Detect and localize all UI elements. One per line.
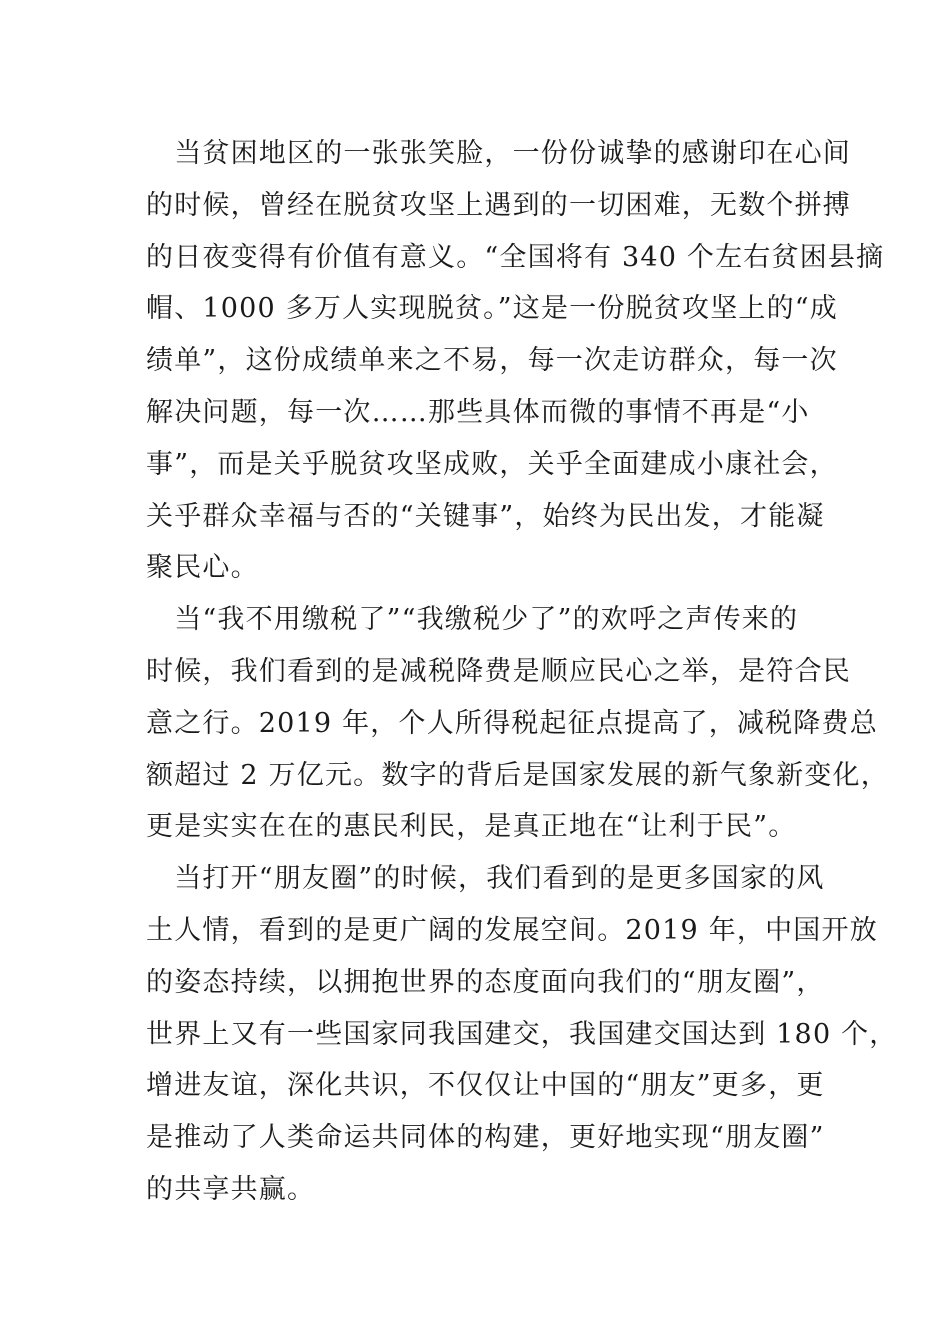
text-line: 的时候，曾经在脱贫攻坚上遇到的一切困难，无数个拼搏	[146, 189, 851, 221]
paragraph-circle-of-friends	[146, 853, 898, 1216]
text-line: 绩单”，这份成绩单来之不易，每一次走访群众，每一次	[146, 345, 838, 377]
text-line: 意之行。2019 年，个人所得税起征点提高了，减税降费总	[146, 707, 878, 739]
text-line: 更是实实在在的惠民利民，是真正地在“让利于民”。	[146, 811, 797, 843]
text-line: 增进友谊，深化共识，不仅仅让中国的“朋友”更多，更	[146, 1070, 825, 1102]
text-line: 帽、1000 多万人实现脱贫。”这是一份脱贫攻坚上的“成	[146, 293, 839, 325]
text-line: 的日夜变得有价值有意义。“全国将有 340 个左右贫困县摘	[146, 241, 885, 273]
text-line: 事”，而是关乎脱贫攻坚成败，关乎全面建成小康社会，	[146, 448, 838, 480]
document-body	[146, 128, 898, 1216]
paragraph-poverty-alleviation	[146, 128, 885, 594]
text-line: 时候，我们看到的是减税降费是顺应民心之举，是符合民	[146, 655, 851, 687]
text-line: 的共享共赢。	[146, 1173, 316, 1205]
text-line: 世界上又有一些国家同我国建交，我国建交国达到 180 个，	[146, 1018, 898, 1050]
text-line: 聚民心。	[146, 552, 259, 584]
paragraph-tax-reduction	[146, 594, 889, 853]
text-line: 是推动了人类命运共同体的构建，更好地实现“朋友圈”	[146, 1122, 825, 1154]
text-line: 关乎群众幸福与否的“关键事”，始终为民出发，才能凝	[146, 500, 825, 532]
text-line: 当贫困地区的一张张笑脸，一份份诚挚的感谢印在心间	[146, 138, 851, 169]
text-line: 解决问题，每一次……那些具体而微的事情不再是“小	[146, 396, 810, 428]
text-line: 当打开“朋友圈”的时候，我们看到的是更多国家的风	[146, 863, 825, 895]
text-line: 土人情，看到的是更广阔的发展空间。2019 年，中国开放	[146, 914, 878, 946]
text-line: 当“我不用缴税了”“我缴税少了”的欢呼之声传来的	[146, 604, 799, 636]
text-line: 的姿态持续，以拥抱世界的态度面向我们的“朋友圈”，	[146, 966, 825, 998]
text-line: 额超过 2 万亿元。数字的背后是国家发展的新气象新变化，	[146, 759, 889, 791]
